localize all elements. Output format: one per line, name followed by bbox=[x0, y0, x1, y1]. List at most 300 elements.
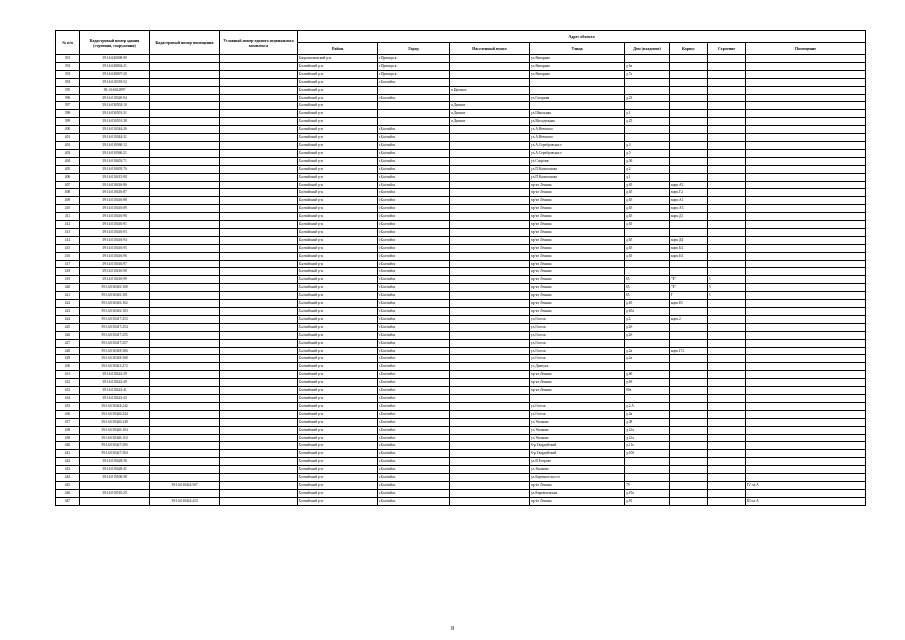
table-row bbox=[56, 189, 866, 197]
cell-gorod: г.Балтийск bbox=[378, 149, 450, 157]
cell-pomeshenie bbox=[746, 450, 866, 458]
cell-ulica: пр-кт Ленина bbox=[530, 221, 625, 229]
table-row bbox=[56, 410, 866, 418]
table-row bbox=[56, 228, 866, 236]
cell-building-cad: 39:14:010416:94 bbox=[80, 236, 150, 244]
cell-punkt bbox=[450, 157, 530, 165]
cell-ulica: пр-кт Ленина bbox=[530, 308, 625, 316]
cell-stroenie bbox=[708, 481, 746, 489]
cell-dom: д.7а bbox=[625, 70, 670, 78]
cell-punkt bbox=[450, 276, 530, 284]
table-row bbox=[56, 55, 866, 63]
cell-num: 428 bbox=[56, 347, 80, 355]
cell-pomeshenie bbox=[746, 244, 866, 252]
table-row bbox=[56, 236, 866, 244]
cell-building-cad: 39:14:010416:93 bbox=[80, 228, 150, 236]
cell-gorod: г.Балтийск bbox=[378, 205, 450, 213]
cell-room-cad bbox=[150, 363, 220, 371]
cell-building-cad: 39:14:010344:31 bbox=[80, 134, 150, 142]
cell-conditional bbox=[220, 418, 298, 426]
cell-room-cad bbox=[150, 252, 220, 260]
cell-building-cad: 39:14:010415:00 bbox=[80, 173, 150, 181]
cell-rayon: Балтийский р-н bbox=[298, 450, 378, 458]
cell-rayon: Балтийский р-н bbox=[298, 300, 378, 308]
cell-dom: д.2б bbox=[625, 323, 670, 331]
cell-punkt bbox=[450, 339, 530, 347]
cell-num: 412 bbox=[56, 221, 80, 229]
cell-rayon: Балтийский р-н bbox=[298, 284, 378, 292]
cell-room-cad bbox=[150, 260, 220, 268]
cell-room-cad bbox=[150, 70, 220, 78]
cell-pomeshenie bbox=[746, 347, 866, 355]
cell-punkt bbox=[450, 394, 530, 402]
cell-punkt bbox=[450, 221, 530, 229]
table-row bbox=[56, 134, 866, 142]
cell-korpus: корп.2 bbox=[670, 315, 708, 323]
cell-building-cad: 39:14:010422:40 bbox=[80, 379, 150, 387]
cell-pomeshenie bbox=[746, 134, 866, 142]
cell-gorod: г.Приморск bbox=[378, 55, 450, 63]
cell-punkt bbox=[450, 323, 530, 331]
cell-stroenie bbox=[708, 308, 746, 316]
cell-num: 443 bbox=[56, 466, 80, 474]
table-row bbox=[56, 474, 866, 482]
cell-pomeshenie bbox=[746, 434, 866, 442]
cell-korpus bbox=[670, 268, 708, 276]
cell-korpus bbox=[670, 442, 708, 450]
cell-num: 435 bbox=[56, 402, 80, 410]
cell-rayon: Балтийский р-н bbox=[298, 197, 378, 205]
cell-korpus bbox=[670, 141, 708, 149]
cell-gorod: г.Балтийск bbox=[378, 442, 450, 450]
cell-building-cad: 39:14:030502:10 bbox=[80, 102, 150, 110]
table-row bbox=[56, 371, 866, 379]
cell-pomeshenie bbox=[746, 165, 866, 173]
cell-ulica: пр-кт Ленина bbox=[530, 236, 625, 244]
cell-korpus bbox=[670, 323, 708, 331]
cell-conditional bbox=[220, 339, 298, 347]
cell-gorod bbox=[378, 86, 450, 94]
cell-conditional bbox=[220, 276, 298, 284]
table-row bbox=[56, 78, 866, 86]
cell-gorod: г.Балтийск bbox=[378, 363, 450, 371]
cell-stroenie bbox=[708, 394, 746, 402]
cell-stroenie bbox=[708, 450, 746, 458]
cell-rayon: Балтийский р-н bbox=[298, 134, 378, 142]
cell-korpus bbox=[670, 165, 708, 173]
cell-gorod: г.Балтийск bbox=[378, 292, 450, 300]
cell-building-cad: 39:14:010417:254 bbox=[80, 323, 150, 331]
cell-num: 447 bbox=[56, 497, 80, 505]
cell-conditional bbox=[220, 347, 298, 355]
cell-pomeshenie bbox=[746, 323, 866, 331]
cell-dom: д.25 bbox=[625, 118, 670, 126]
cell-korpus: "Е" bbox=[670, 284, 708, 292]
cell-rayon: Балтийский р-н bbox=[298, 102, 378, 110]
cell-rayon: Балтийский р-н bbox=[298, 394, 378, 402]
cell-korpus: корп.А1 bbox=[670, 197, 708, 205]
cell-pomeshenie bbox=[746, 284, 866, 292]
cell-dom: д.2 bbox=[625, 165, 670, 173]
cell-dom bbox=[625, 86, 670, 94]
cell-korpus: корп.А2 bbox=[670, 181, 708, 189]
cell-gorod: г.Балтийск bbox=[378, 355, 450, 363]
col-room-cad-header: Кадастровый номер помещения bbox=[150, 31, 220, 55]
cell-rayon: Балтийский р-н bbox=[298, 221, 378, 229]
cell-num: 394 bbox=[56, 78, 80, 86]
cell-conditional bbox=[220, 189, 298, 197]
cell-korpus bbox=[670, 371, 708, 379]
cell-dom: д.2.А bbox=[625, 402, 670, 410]
cell-gorod: г.Балтийск bbox=[378, 371, 450, 379]
cell-rayon: Балтийский р-н bbox=[298, 355, 378, 363]
cell-pomeshenie bbox=[746, 189, 866, 197]
cell-dom: 65 bbox=[625, 292, 670, 300]
cell-ulica: пр-кт Ленина bbox=[530, 189, 625, 197]
cell-building-cad: 39:14:030501:31 bbox=[80, 110, 150, 118]
cell-building-cad: 39:14:010416:100 bbox=[80, 284, 150, 292]
cell-korpus: корп.А3 bbox=[670, 205, 708, 213]
cell-ulica: ул.А.Невского bbox=[530, 134, 625, 142]
cell-stroenie bbox=[708, 268, 746, 276]
col-punkt-header: Населенный пункт bbox=[450, 43, 530, 55]
cell-conditional bbox=[220, 292, 298, 300]
cell-dom bbox=[625, 268, 670, 276]
cell-punkt bbox=[450, 62, 530, 70]
table-row bbox=[56, 434, 866, 442]
cell-korpus bbox=[670, 481, 708, 489]
cell-conditional bbox=[220, 197, 298, 205]
cell-pomeshenie bbox=[746, 118, 866, 126]
cell-pomeshenie bbox=[746, 315, 866, 323]
cell-room-cad bbox=[150, 181, 220, 189]
cell-stroenie bbox=[708, 62, 746, 70]
cell-building-cad: 39:14:010426:249 bbox=[80, 418, 150, 426]
cell-pomeshenie bbox=[746, 410, 866, 418]
cell-gorod: г.Балтийск bbox=[378, 426, 450, 434]
cell-conditional bbox=[220, 371, 298, 379]
cell-dom: д.65 bbox=[625, 252, 670, 260]
cell-pomeshenie bbox=[746, 236, 866, 244]
cell-pomeshenie bbox=[746, 394, 866, 402]
cell-gorod: г.Балтийск bbox=[378, 410, 450, 418]
cell-num: 424 bbox=[56, 315, 80, 323]
cell-num: 445 bbox=[56, 481, 80, 489]
table-row bbox=[56, 442, 866, 450]
cell-room-cad bbox=[150, 426, 220, 434]
cell-dom: д.65 bbox=[625, 300, 670, 308]
table-row bbox=[56, 149, 866, 157]
table-row bbox=[56, 284, 866, 292]
cell-dom: д.23 bbox=[625, 94, 670, 102]
table-row bbox=[56, 244, 866, 252]
cell-korpus bbox=[670, 450, 708, 458]
cell-room-cad bbox=[150, 157, 220, 165]
cell-conditional bbox=[220, 126, 298, 134]
cell-conditional bbox=[220, 481, 298, 489]
table-row bbox=[56, 110, 866, 118]
cell-room-cad bbox=[150, 371, 220, 379]
cell-dom: д.65а bbox=[625, 308, 670, 316]
cell-stroenie bbox=[708, 458, 746, 466]
cell-conditional bbox=[220, 70, 298, 78]
cell-pomeshenie bbox=[746, 78, 866, 86]
cell-korpus: корп.Г2 bbox=[670, 189, 708, 197]
cell-room-cad bbox=[150, 442, 220, 450]
cell-room-cad bbox=[150, 394, 220, 402]
cell-rayon: Балтийский р-н bbox=[298, 410, 378, 418]
cell-rayon: Багратионовский р-н bbox=[298, 55, 378, 63]
cell-conditional bbox=[220, 268, 298, 276]
cell-ulica: ул.Гоголя bbox=[530, 315, 625, 323]
cell-ulica: пр-кт Ленина bbox=[530, 260, 625, 268]
cell-stroenie bbox=[708, 134, 746, 142]
cell-punkt bbox=[450, 292, 530, 300]
cell-stroenie bbox=[708, 244, 746, 252]
cell-pomeshenie bbox=[746, 300, 866, 308]
cell-gorod: г.Балтийск bbox=[378, 134, 450, 142]
cell-num: 423 bbox=[56, 308, 80, 316]
cell-ulica: ул.Ушакова bbox=[530, 426, 625, 434]
cell-punkt bbox=[450, 228, 530, 236]
cell-korpus bbox=[670, 78, 708, 86]
col-building-cad-header: Кадастровый номер здания (строения, сооружения) bbox=[80, 31, 150, 55]
cell-num: 416 bbox=[56, 252, 80, 260]
cell-dom: д.65 bbox=[625, 221, 670, 229]
cell-korpus: корп.Е4 bbox=[670, 252, 708, 260]
cell-conditional bbox=[220, 86, 298, 94]
cell-num: 441 bbox=[56, 450, 80, 458]
cell-dom bbox=[625, 134, 670, 142]
cell-building-cad: 39:14:010416:99 bbox=[80, 276, 150, 284]
cell-room-cad bbox=[150, 410, 220, 418]
cell-room-cad bbox=[150, 173, 220, 181]
cell-room-cad bbox=[150, 339, 220, 347]
table-row bbox=[56, 205, 866, 213]
cell-building-cad: 39:14:040604:21 bbox=[80, 62, 150, 70]
cell-room-cad bbox=[150, 331, 220, 339]
cell-korpus: корп.Д4 bbox=[670, 236, 708, 244]
cell-korpus bbox=[670, 387, 708, 395]
cell-room-cad: 39:14:010424:423 bbox=[150, 497, 220, 505]
cell-stroenie bbox=[708, 86, 746, 94]
cell-punkt: п.Цветное bbox=[450, 86, 530, 94]
cell-rayon: Балтийский р-н bbox=[298, 323, 378, 331]
cell-ulica bbox=[530, 102, 625, 110]
cell-korpus bbox=[670, 260, 708, 268]
cell-punkt bbox=[450, 402, 530, 410]
cell-dom bbox=[625, 260, 670, 268]
cell-ulica: пр-кт Ленина bbox=[530, 387, 625, 395]
cell-korpus bbox=[670, 149, 708, 157]
cell-ulica: пр-кт Ленина bbox=[530, 284, 625, 292]
cell-rayon: Балтийский р-н bbox=[298, 379, 378, 387]
cell-num: 398 bbox=[56, 110, 80, 118]
cell-num: 415 bbox=[56, 244, 80, 252]
cell-num: 429 bbox=[56, 355, 80, 363]
cell-stroenie bbox=[708, 213, 746, 221]
cell-punkt bbox=[450, 474, 530, 482]
cell-pomeshenie bbox=[746, 466, 866, 474]
cell-punkt bbox=[450, 363, 530, 371]
cell-room-cad bbox=[150, 387, 220, 395]
cell-pomeshenie bbox=[746, 94, 866, 102]
cell-dom bbox=[625, 55, 670, 63]
cell-room-cad bbox=[150, 347, 220, 355]
cell-pomeshenie bbox=[746, 221, 866, 229]
cell-num: 420 bbox=[56, 284, 80, 292]
cell-gorod: г.Балтийск bbox=[378, 141, 450, 149]
cell-gorod: г.Балтийск bbox=[378, 244, 450, 252]
cell-building-cad: 39:14:010416:95 bbox=[80, 244, 150, 252]
cell-room-cad bbox=[150, 134, 220, 142]
cell-punkt bbox=[450, 134, 530, 142]
cell-rayon: Балтийский р-н bbox=[298, 292, 378, 300]
cell-building-cad: 39:14:010421:272 bbox=[80, 363, 150, 371]
cell-stroenie bbox=[708, 489, 746, 497]
cell-gorod: г.Приморск bbox=[378, 70, 450, 78]
cell-gorod: г.Балтийск bbox=[378, 394, 450, 402]
cell-num: 430 bbox=[56, 363, 80, 371]
cell-room-cad bbox=[150, 379, 220, 387]
cell-stroenie bbox=[708, 300, 746, 308]
cell-room-cad bbox=[150, 126, 220, 134]
property-registry-table bbox=[55, 30, 866, 506]
cell-korpus bbox=[670, 466, 708, 474]
cell-ulica: ул.Спортив bbox=[530, 157, 625, 165]
cell-gorod: г.Балтийск bbox=[378, 315, 450, 323]
cell-conditional bbox=[220, 458, 298, 466]
cell-gorod bbox=[378, 118, 450, 126]
cell-stroenie bbox=[708, 55, 746, 63]
cell-conditional bbox=[220, 426, 298, 434]
cell-ulica: пр-кт Ленина bbox=[530, 292, 625, 300]
cell-gorod: г.Балтийск bbox=[378, 189, 450, 197]
cell-ulica: пр-кт Ленина bbox=[530, 379, 625, 387]
cell-ulica: пр-кт Ленина bbox=[530, 213, 625, 221]
cell-conditional bbox=[220, 205, 298, 213]
cell-dom: д.10б bbox=[625, 450, 670, 458]
cell-building-cad: 39:14:010403:71 bbox=[80, 157, 150, 165]
cell-ulica: пр-кт Ленина bbox=[530, 252, 625, 260]
cell-pomeshenie bbox=[746, 268, 866, 276]
cell-punkt bbox=[450, 347, 530, 355]
cell-building-cad: 39:14:040408:90 bbox=[80, 55, 150, 63]
cell-pomeshenie bbox=[746, 86, 866, 94]
cell-stroenie bbox=[708, 466, 746, 474]
cell-building-cad: 39:14:030501:38 bbox=[80, 118, 150, 126]
cell-room-cad bbox=[150, 228, 220, 236]
cell-room-cad bbox=[150, 450, 220, 458]
cell-dom: 79 bbox=[625, 481, 670, 489]
cell-ulica: ул.Янтарная bbox=[530, 70, 625, 78]
cell-conditional bbox=[220, 300, 298, 308]
cell-punkt bbox=[450, 205, 530, 213]
cell-dom: д.2 bbox=[625, 315, 670, 323]
cell-dom: д.11а bbox=[625, 442, 670, 450]
cell-punkt bbox=[450, 450, 530, 458]
cell-punkt bbox=[450, 252, 530, 260]
cell-building-cad: 39:14:010510:25 bbox=[80, 489, 150, 497]
cell-korpus bbox=[670, 458, 708, 466]
cell-num: 404 bbox=[56, 157, 80, 165]
cell-pomeshenie bbox=[746, 355, 866, 363]
table-row bbox=[56, 86, 866, 94]
cell-gorod: г.Балтийск bbox=[378, 331, 450, 339]
cell-punkt bbox=[450, 387, 530, 395]
cell-rayon: Балтийский р-н bbox=[298, 442, 378, 450]
cell-building-cad: 39:14:010416:98 bbox=[80, 268, 150, 276]
cell-stroenie bbox=[708, 426, 746, 434]
cell-dom: д.65 bbox=[625, 189, 670, 197]
cell-ulica: пр-кт Ленина bbox=[530, 300, 625, 308]
cell-ulica: пр-кт Ленина bbox=[530, 228, 625, 236]
cell-conditional bbox=[220, 118, 298, 126]
cell-pomeshenie bbox=[746, 292, 866, 300]
cell-punkt bbox=[450, 213, 530, 221]
cell-stroenie bbox=[708, 221, 746, 229]
cell-pomeshenie bbox=[746, 141, 866, 149]
cell-dom: д.65 bbox=[625, 181, 670, 189]
cell-stroenie bbox=[708, 410, 746, 418]
cell-ulica: пр-кт Ленина bbox=[530, 244, 625, 252]
table-row bbox=[56, 426, 866, 434]
cell-dom bbox=[625, 363, 670, 371]
cell-stroenie bbox=[708, 94, 746, 102]
cell-pomeshenie bbox=[746, 102, 866, 110]
cell-pomeshenie bbox=[746, 197, 866, 205]
cell-rayon: Балтийский р-н bbox=[298, 347, 378, 355]
cell-korpus bbox=[670, 418, 708, 426]
cell-num: 444 bbox=[56, 474, 80, 482]
cell-stroenie bbox=[708, 173, 746, 181]
table-row bbox=[56, 292, 866, 300]
cell-conditional bbox=[220, 102, 298, 110]
cell-dom: д.66 bbox=[625, 371, 670, 379]
cell-stroenie bbox=[708, 434, 746, 442]
table-row bbox=[56, 276, 866, 284]
cell-building-cad: 39:14:010360:21 bbox=[80, 149, 150, 157]
cell-room-cad bbox=[150, 102, 220, 110]
cell-conditional bbox=[220, 315, 298, 323]
cell-num: 414 bbox=[56, 236, 80, 244]
cell-punkt bbox=[450, 55, 530, 63]
cell-dom: д.6а bbox=[625, 62, 670, 70]
table-row bbox=[56, 458, 866, 466]
cell-conditional bbox=[220, 323, 298, 331]
cell-korpus bbox=[670, 434, 708, 442]
cell-conditional bbox=[220, 165, 298, 173]
cell-gorod: г.Балтийск bbox=[378, 165, 450, 173]
cell-conditional bbox=[220, 466, 298, 474]
registry-sheet bbox=[55, 30, 866, 506]
table-row bbox=[56, 126, 866, 134]
cell-gorod: г.Балтийск bbox=[378, 276, 450, 284]
cell-building-cad: 39:14:010320:94 bbox=[80, 94, 150, 102]
cell-room-cad bbox=[150, 284, 220, 292]
cell-pomeshenie bbox=[746, 379, 866, 387]
cell-punkt bbox=[450, 434, 530, 442]
cell-rayon: Балтийский р-н bbox=[298, 173, 378, 181]
cell-korpus bbox=[670, 394, 708, 402]
cell-dom bbox=[625, 102, 670, 110]
table-row bbox=[56, 118, 866, 126]
cell-stroenie bbox=[708, 118, 746, 126]
cell-punkt bbox=[450, 197, 530, 205]
cell-building-cad: 39:14:010416:103 bbox=[80, 308, 150, 316]
cell-ulica: ул.Школьная bbox=[530, 110, 625, 118]
cell-gorod: г.Балтийск bbox=[378, 418, 450, 426]
